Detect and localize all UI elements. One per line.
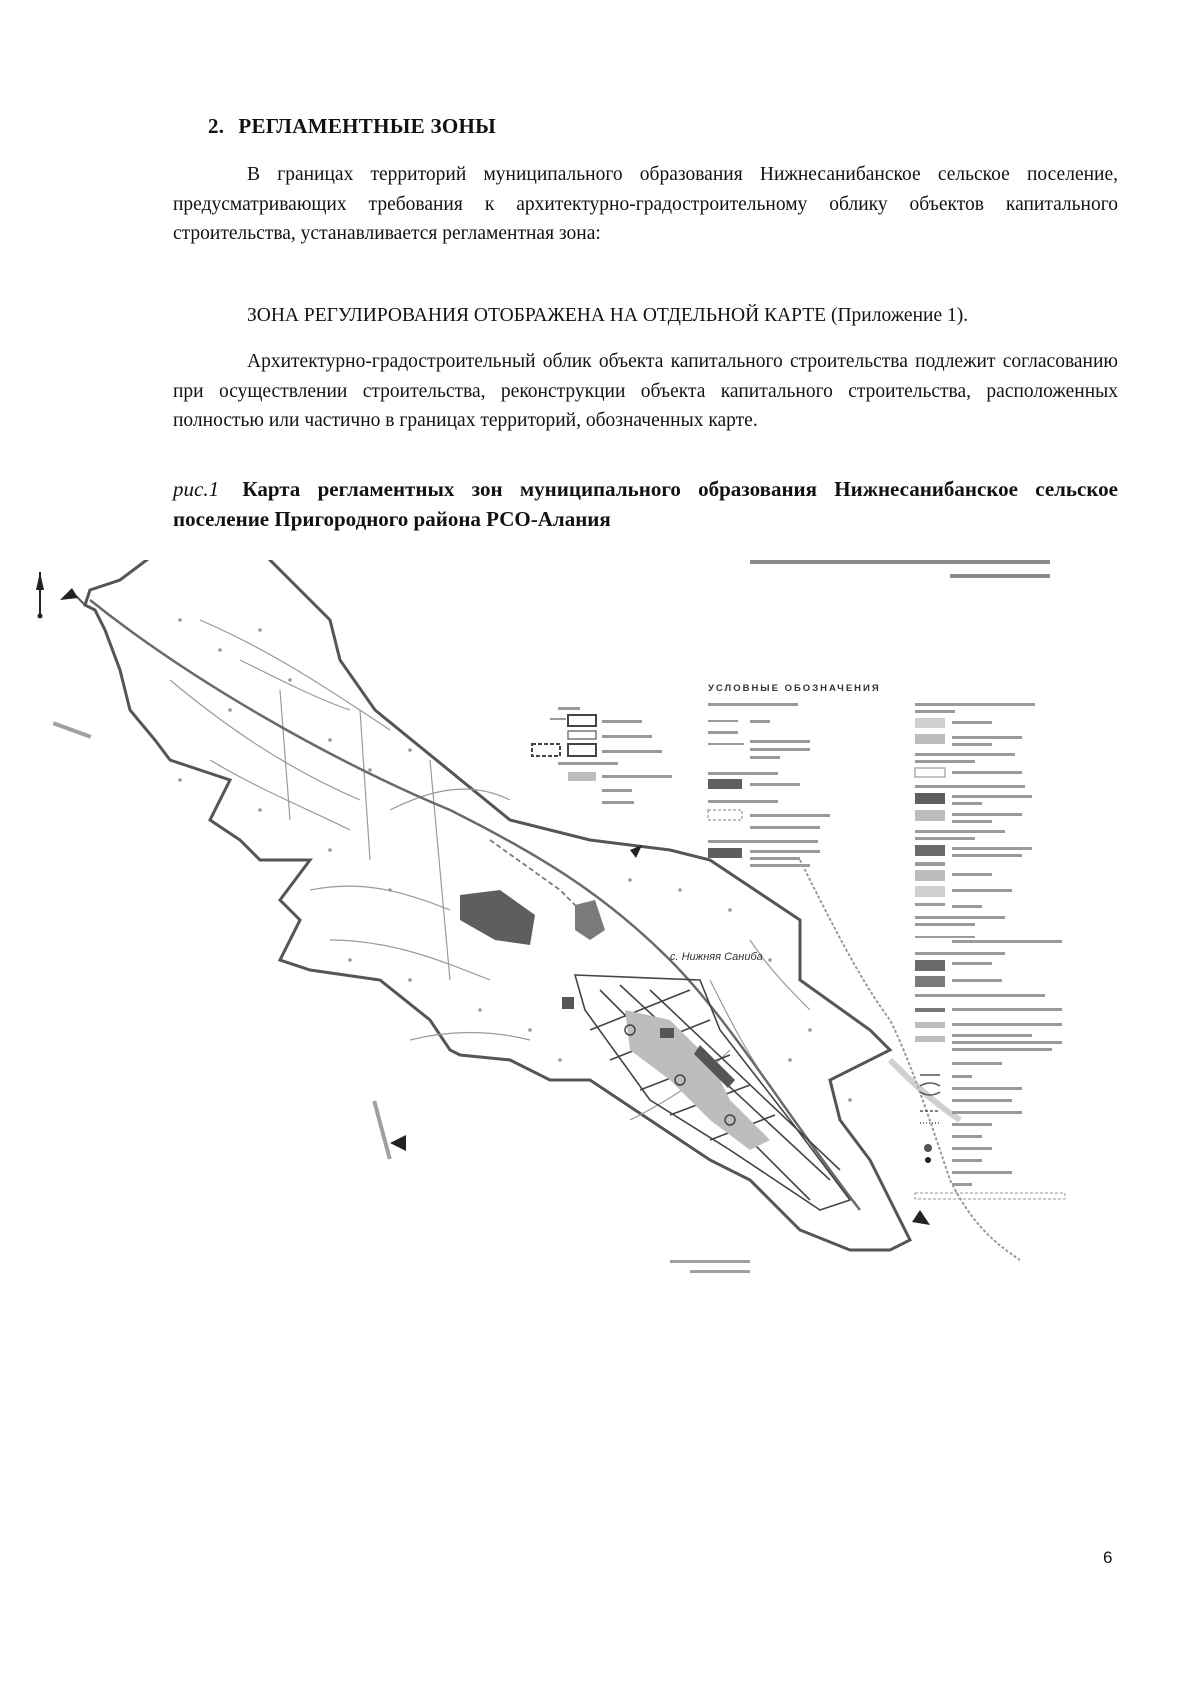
section-number: 2. [208, 114, 225, 138]
approval-paragraph-text: Архитектурно-градостроительный облик объекта капитального строительства подлежит согласованию при осуществлении строительства, реконструкции объекта капитального строительства, расположенных полностью или частично в границах территорий, обозначенных карте. [173, 351, 1118, 431]
zone-note [247, 305, 968, 327]
figure-caption [173, 474, 1118, 534]
figure-label: рис.1 [173, 477, 220, 501]
legend-title: УСЛОВНЫЕ ОБОЗНАЧЕНИЯ [708, 683, 881, 694]
intro-paragraph [173, 160, 1118, 249]
figure-caption-text: Карта регламентных зон муниципального образования Нижнесанибанское сельское поселение Пригородного района РСО-Алания [173, 477, 1119, 531]
zone-note-ref: (Приложение 1). [830, 305, 969, 326]
exit-arrow-icon [60, 588, 78, 600]
section-heading [208, 114, 496, 139]
building-block [660, 1028, 674, 1038]
north-arrow-icon [36, 572, 44, 619]
substation-icon [924, 1144, 932, 1152]
page-number: 6 [1103, 1548, 1113, 1567]
approval-paragraph [173, 347, 1118, 436]
point-icon [925, 1157, 931, 1163]
section-title: РЕГЛАМЕНТНЫЕ ЗОНЫ [238, 114, 497, 138]
zone-note-main: ЗОНА РЕГУЛИРОВАНИЯ ОТОБРАЖЕНА НА ОТДЕЛЬНОЙ КАРТЕ [247, 305, 827, 326]
exit-arrow-icon [912, 1210, 930, 1225]
public-zone [575, 900, 605, 940]
settlement-label: с. Нижняя Саниба [670, 951, 763, 963]
river [800, 860, 1020, 1260]
map-title-block [570, 560, 1050, 578]
industrial-zone [460, 890, 535, 945]
intro-paragraph-text: В границах территорий муниципального образования Нижнесанибанское сельское поселение, предусматривающих требования к архитектурно-градостроительному облику объектов капитального строительства, устанавливается регламентная зона: [173, 164, 1118, 244]
regulation-zones-map [30, 560, 1170, 1380]
field-boundaries [170, 620, 810, 1120]
exit-arrow-icon [390, 1135, 406, 1151]
building-block [562, 997, 574, 1009]
